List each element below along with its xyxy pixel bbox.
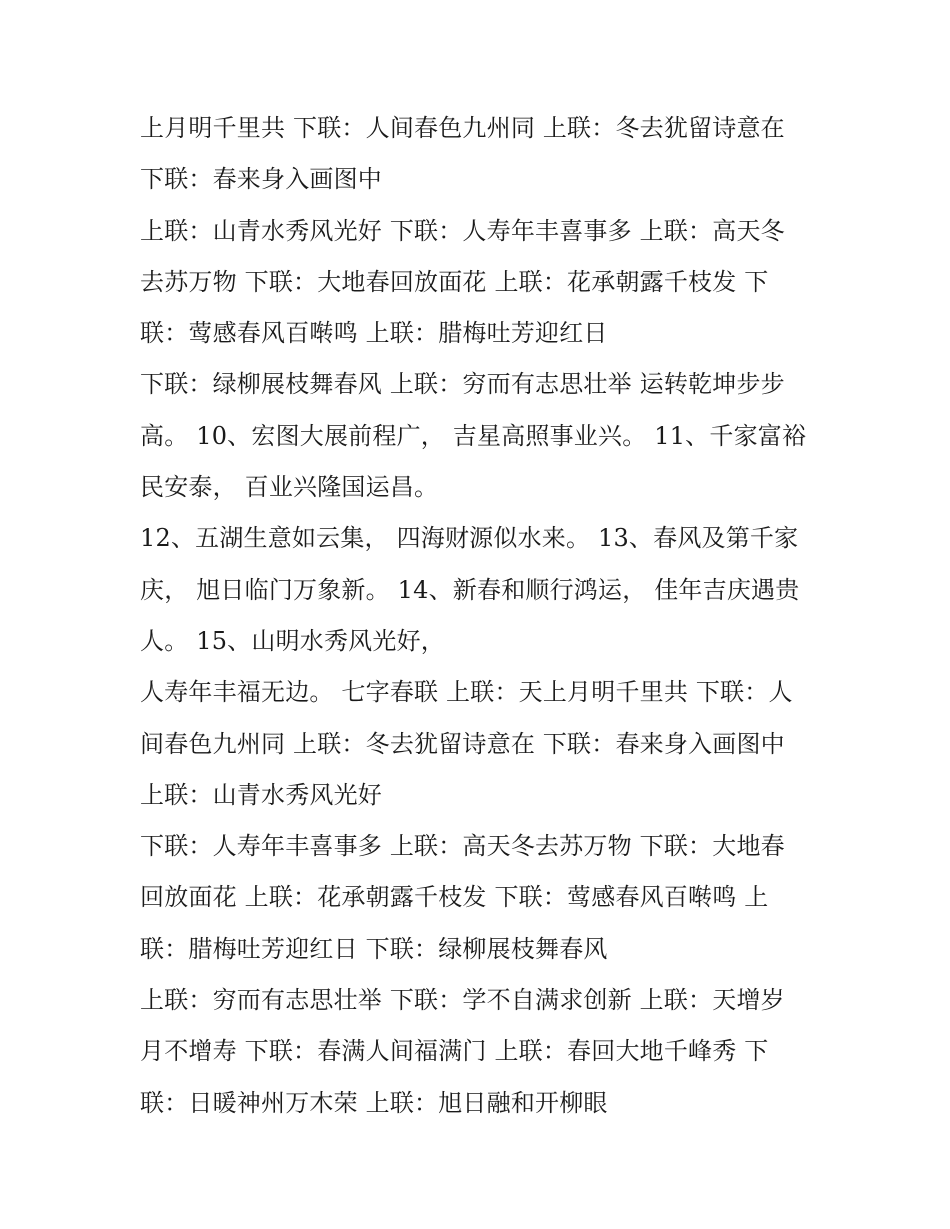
text-line: 上月明千里共 下联：人间春色九州同 上联：冬去犹留诗意在: [140, 114, 785, 142]
text-line: 回放面花 上联：花承朝露千枝发 下联：莺感春风百啭鸣 上: [140, 883, 769, 912]
text-line: 上联：穷而有志思壮举 下联：学不自满求创新 上联：天增岁: [140, 986, 785, 1015]
text-line: 人寿年丰福无边。 七字春联 上联：天上月明千里共 下联：人: [140, 678, 793, 707]
text-line: 联：日暖神州万木荣 上联：旭日融和开柳眼: [140, 1088, 608, 1117]
body-text: [140, 103, 820, 1129]
text-line: 下联：人寿年丰喜事多 上联：高天冬去苏万物 下联：大地春: [140, 832, 785, 861]
text-line: 月不增寿 下联：春满人间福满门 上联：春回大地千峰秀 下: [140, 1037, 769, 1066]
text-line: 间春色九州同 上联：冬去犹留诗意在 下联：春来身入画图中: [140, 729, 785, 758]
text-line: 高。 10、宏图大展前程广， 吉星高照事业兴。 11、千家富裕: [140, 421, 807, 450]
text-line: 人。 15、山明水秀风光好，: [140, 626, 445, 655]
text-line: 去苏万物 下联：大地春回放面花 上联：花承朝露千枝发 下: [140, 267, 769, 296]
text-line: 上联：山青水秀风光好 下联：人寿年丰喜事多 上联：高天冬: [140, 216, 785, 245]
text-line: 庆， 旭日临门万象新。 14、新春和顺行鸿运， 佳年吉庆遇贵: [140, 575, 800, 604]
text-line: 联：腊梅吐芳迎红日 下联：绿柳展枝舞春风: [140, 934, 608, 963]
text-line: 下联：春来身入画图中: [140, 165, 382, 194]
text-line: 上联：山青水秀风光好: [140, 780, 382, 809]
text-line: 民安泰， 百业兴隆国运昌。: [140, 473, 439, 502]
text-line: 下联：绿柳展枝舞春风 上联：穷而有志思壮举 运转乾坤步步: [140, 370, 785, 399]
text-line: 12、五湖生意如云集， 四海财源似水来。 13、春风及第千家: [140, 524, 799, 553]
text-line: 联：莺感春风百啭鸣 上联：腊梅吐芳迎红日: [140, 319, 608, 348]
